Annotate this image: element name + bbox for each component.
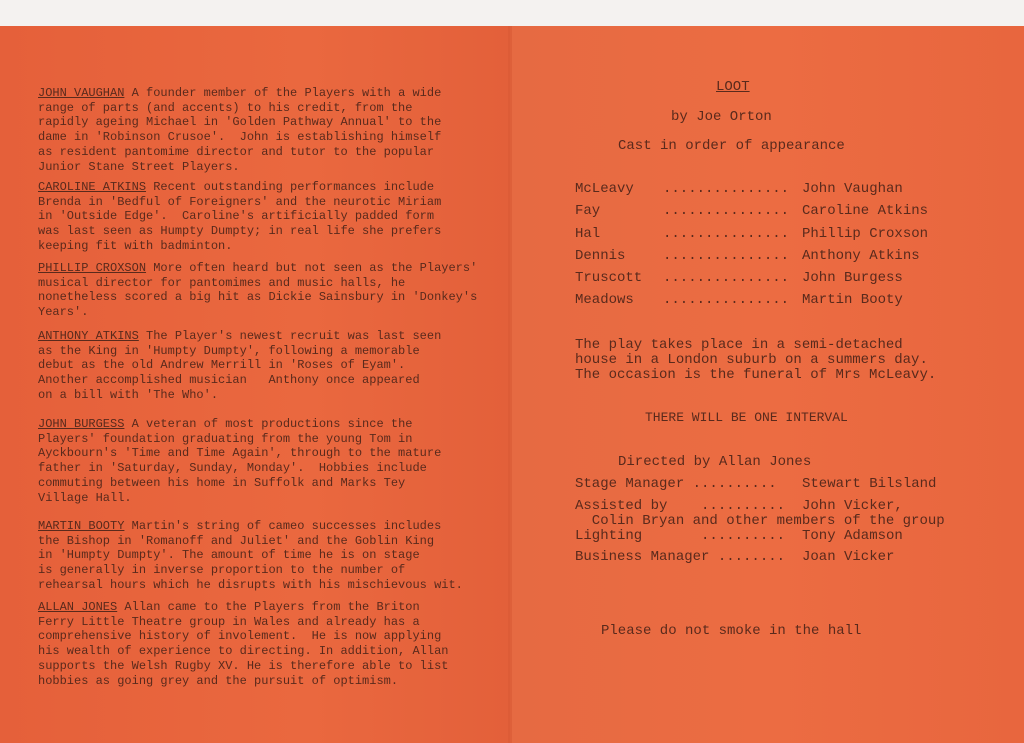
- bio-line: [38, 563, 463, 578]
- director: Directed by Allan Jones: [618, 454, 812, 470]
- crew-line: Assisted by ..........: [575, 498, 786, 514]
- bio-text: the Bishop in 'Romanoff and Juliet' and the Goblin King: [38, 533, 435, 548]
- bio-text: More often heard but not seen as the Players': [146, 261, 478, 275]
- bio-line: [38, 344, 441, 359]
- cast-role: Fay: [575, 203, 601, 219]
- bio-name: PHILLIP CROXSON: [38, 261, 147, 275]
- crew-name: Stewart Bilsland: [802, 476, 937, 492]
- bio-text: Recent outstanding performances include: [146, 180, 435, 194]
- centre-fold: [508, 26, 512, 743]
- cast-actor: Caroline Atkins: [802, 203, 929, 219]
- cast-dots: ...............: [663, 270, 790, 286]
- cast-role: Dennis: [575, 248, 626, 264]
- play-title: LOOT: [716, 79, 750, 95]
- bio-text: is generally in inverse proportion to the number of: [38, 563, 406, 578]
- bio-line: [38, 615, 448, 630]
- bio-text: in 'Outside Edge'. Caroline's artificially padded form: [38, 209, 435, 224]
- cast-actor: Phillip Croxson: [802, 226, 929, 242]
- bio-text: Years'.: [38, 305, 89, 320]
- bio-line: [38, 446, 441, 461]
- bio-line: [38, 600, 448, 615]
- bio-line: [38, 417, 441, 432]
- bio-line: [38, 519, 463, 534]
- bio-text: nonetheless scored a big hit as Dickie Sainsbury in 'Donkey's: [38, 290, 478, 305]
- bio-line: [38, 160, 441, 175]
- bio-line: [38, 115, 441, 130]
- bio-text: A founder member of the Players with a wide: [124, 86, 442, 100]
- crew-name: Joan Vicker: [802, 549, 895, 565]
- cast-bio: [38, 86, 441, 174]
- bio-name: CAROLINE ATKINS: [38, 180, 147, 194]
- bio-text: Allan came to the Players from the Briton: [117, 600, 420, 614]
- cast-dots: ...............: [663, 181, 790, 197]
- cast-actor: John Burgess: [802, 270, 903, 286]
- no-smoking-notice: Please do not smoke in the hall: [601, 623, 862, 639]
- setting-line: The play takes place in a semi-detached: [575, 337, 903, 353]
- cast-bio: [38, 519, 463, 593]
- bio-line: [38, 432, 441, 447]
- bio-text: comprehensive history of involement. He is now applying: [38, 629, 442, 644]
- bio-text: hobbies as going grey and the pursuit of optimism.: [38, 673, 399, 688]
- bio-name: JOHN BURGESS: [38, 417, 125, 431]
- bio-line: [38, 86, 441, 101]
- bio-line: [38, 261, 477, 276]
- bio-text: The Player's newest recruit was last seen: [138, 329, 442, 343]
- bio-text: commuting between his home in Suffolk and Marks Tey: [38, 475, 406, 490]
- bio-text: was last seen as Humpty Dumpty; in real life she prefers: [38, 224, 442, 239]
- cast-dots: ...............: [663, 226, 790, 242]
- cast-role: Truscott: [575, 270, 643, 286]
- bio-line: [38, 629, 448, 644]
- bio-line: [38, 224, 441, 239]
- cast-dots: ...............: [663, 203, 790, 219]
- bio-line: [38, 373, 441, 388]
- bio-text: rehearsal hours which he disrupts with his mischievous wit.: [38, 577, 463, 592]
- bio-line: [38, 534, 463, 549]
- bio-line: [38, 388, 441, 403]
- bio-line: [38, 461, 441, 476]
- crew-line: Lighting ..........: [575, 528, 786, 544]
- crew-line: Colin Bryan and other members of the group: [575, 513, 945, 529]
- crew-name: Tony Adamson: [802, 528, 903, 544]
- bio-text: father in 'Saturday, Sunday, Monday'. Hobbies include: [38, 461, 427, 476]
- cast-role: McLeavy: [575, 181, 634, 197]
- crew-line: Business Manager ........: [575, 549, 786, 565]
- bio-name: MARTIN BOOTY: [38, 519, 125, 533]
- bio-text: Junior Stane Street Players.: [38, 159, 240, 174]
- bio-text: keeping fit with badminton.: [38, 238, 233, 253]
- bio-line: [38, 358, 441, 373]
- bio-line: [38, 130, 441, 145]
- cast-bio: [38, 329, 441, 403]
- interval-notice: THERE WILL BE ONE INTERVAL: [645, 410, 848, 425]
- bio-text: on a bill with 'The Who'.: [38, 387, 219, 402]
- cast-bio: [38, 600, 448, 688]
- bio-line: [38, 145, 441, 160]
- bio-name: JOHN VAUGHAN: [38, 86, 125, 100]
- cast-bio: [38, 180, 441, 254]
- bio-line: [38, 101, 441, 116]
- bio-line: [38, 180, 441, 195]
- bio-text: range of parts (and accents) to his credit, from the: [38, 100, 413, 115]
- bio-text: supports the Welsh Rugby XV. He is therefore able to list: [38, 658, 449, 673]
- bio-line: [38, 674, 448, 689]
- bio-text: A veteran of most productions since the: [124, 417, 413, 431]
- bio-text: Another accomplished musician Anthony once appeared: [38, 373, 420, 388]
- cast-actor: John Vaughan: [802, 181, 903, 197]
- bio-line: [38, 644, 448, 659]
- bio-text: debut as the old Andrew Merrill in 'Roses of Eyam'.: [38, 358, 406, 373]
- bio-text: Ayckbourn's 'Time and Time Again', through to the mature: [38, 446, 442, 461]
- cast-actor: Anthony Atkins: [802, 248, 920, 264]
- bio-text: as the King in 'Humpty Dumpty', following a memorable: [38, 343, 420, 358]
- bio-text: rapidly ageing Michael in 'Golden Pathway Annual' to the: [38, 115, 442, 130]
- setting-line: house in a London suburb on a summers day.: [575, 352, 928, 368]
- bio-line: [38, 476, 441, 491]
- cast-role: Hal: [575, 226, 601, 242]
- bio-line: [38, 290, 477, 305]
- bio-text: Brenda in 'Bedful of Foreigners' and the neurotic Miriam: [38, 194, 442, 209]
- cast-role: Meadows: [575, 292, 634, 308]
- crew-name: John Vicker,: [802, 498, 903, 514]
- bio-text: Village Hall.: [38, 490, 132, 505]
- bio-text: Players' foundation graduating from the young Tom in: [38, 431, 413, 446]
- bio-text: musical director for pantomimes and music halls, he: [38, 275, 406, 290]
- bio-line: [38, 329, 441, 344]
- cast-bio: [38, 261, 477, 320]
- cast-heading: Cast in order of appearance: [618, 138, 845, 154]
- cast-dots: ...............: [663, 248, 790, 264]
- bio-text: in 'Humpty Dumpty'. The amount of time he is on stage: [38, 548, 420, 563]
- bio-name: ANTHONY ATKINS: [38, 329, 139, 343]
- bio-line: [38, 548, 463, 563]
- bio-line: [38, 305, 477, 320]
- cast-actor: Martin Booty: [802, 292, 903, 308]
- author: by Joe Orton: [671, 109, 772, 125]
- bio-line: [38, 209, 441, 224]
- crew-line: Stage Manager ..........: [575, 476, 777, 492]
- bio-line: [38, 276, 477, 291]
- setting-line: The occasion is the funeral of Mrs McLeavy.: [575, 367, 937, 383]
- bio-name: ALLAN JONES: [38, 600, 118, 614]
- bio-text: Martin's string of cameo successes includes: [124, 519, 442, 533]
- cast-bio: [38, 417, 441, 505]
- bio-line: [38, 578, 463, 593]
- cast-dots: ...............: [663, 292, 790, 308]
- bio-text: dame in 'Robinson Crusoe'. John is establishing himself: [38, 130, 442, 145]
- bio-text: his wealth of experience to directing. In addition, Allan: [38, 644, 449, 659]
- bio-line: [38, 659, 448, 674]
- bio-line: [38, 195, 441, 210]
- bio-text: as resident pantomime director and tutor to the popular: [38, 144, 435, 159]
- bio-line: [38, 239, 441, 254]
- bio-text: Ferry Little Theatre group in Wales and already has a: [38, 614, 420, 629]
- bio-line: [38, 491, 441, 506]
